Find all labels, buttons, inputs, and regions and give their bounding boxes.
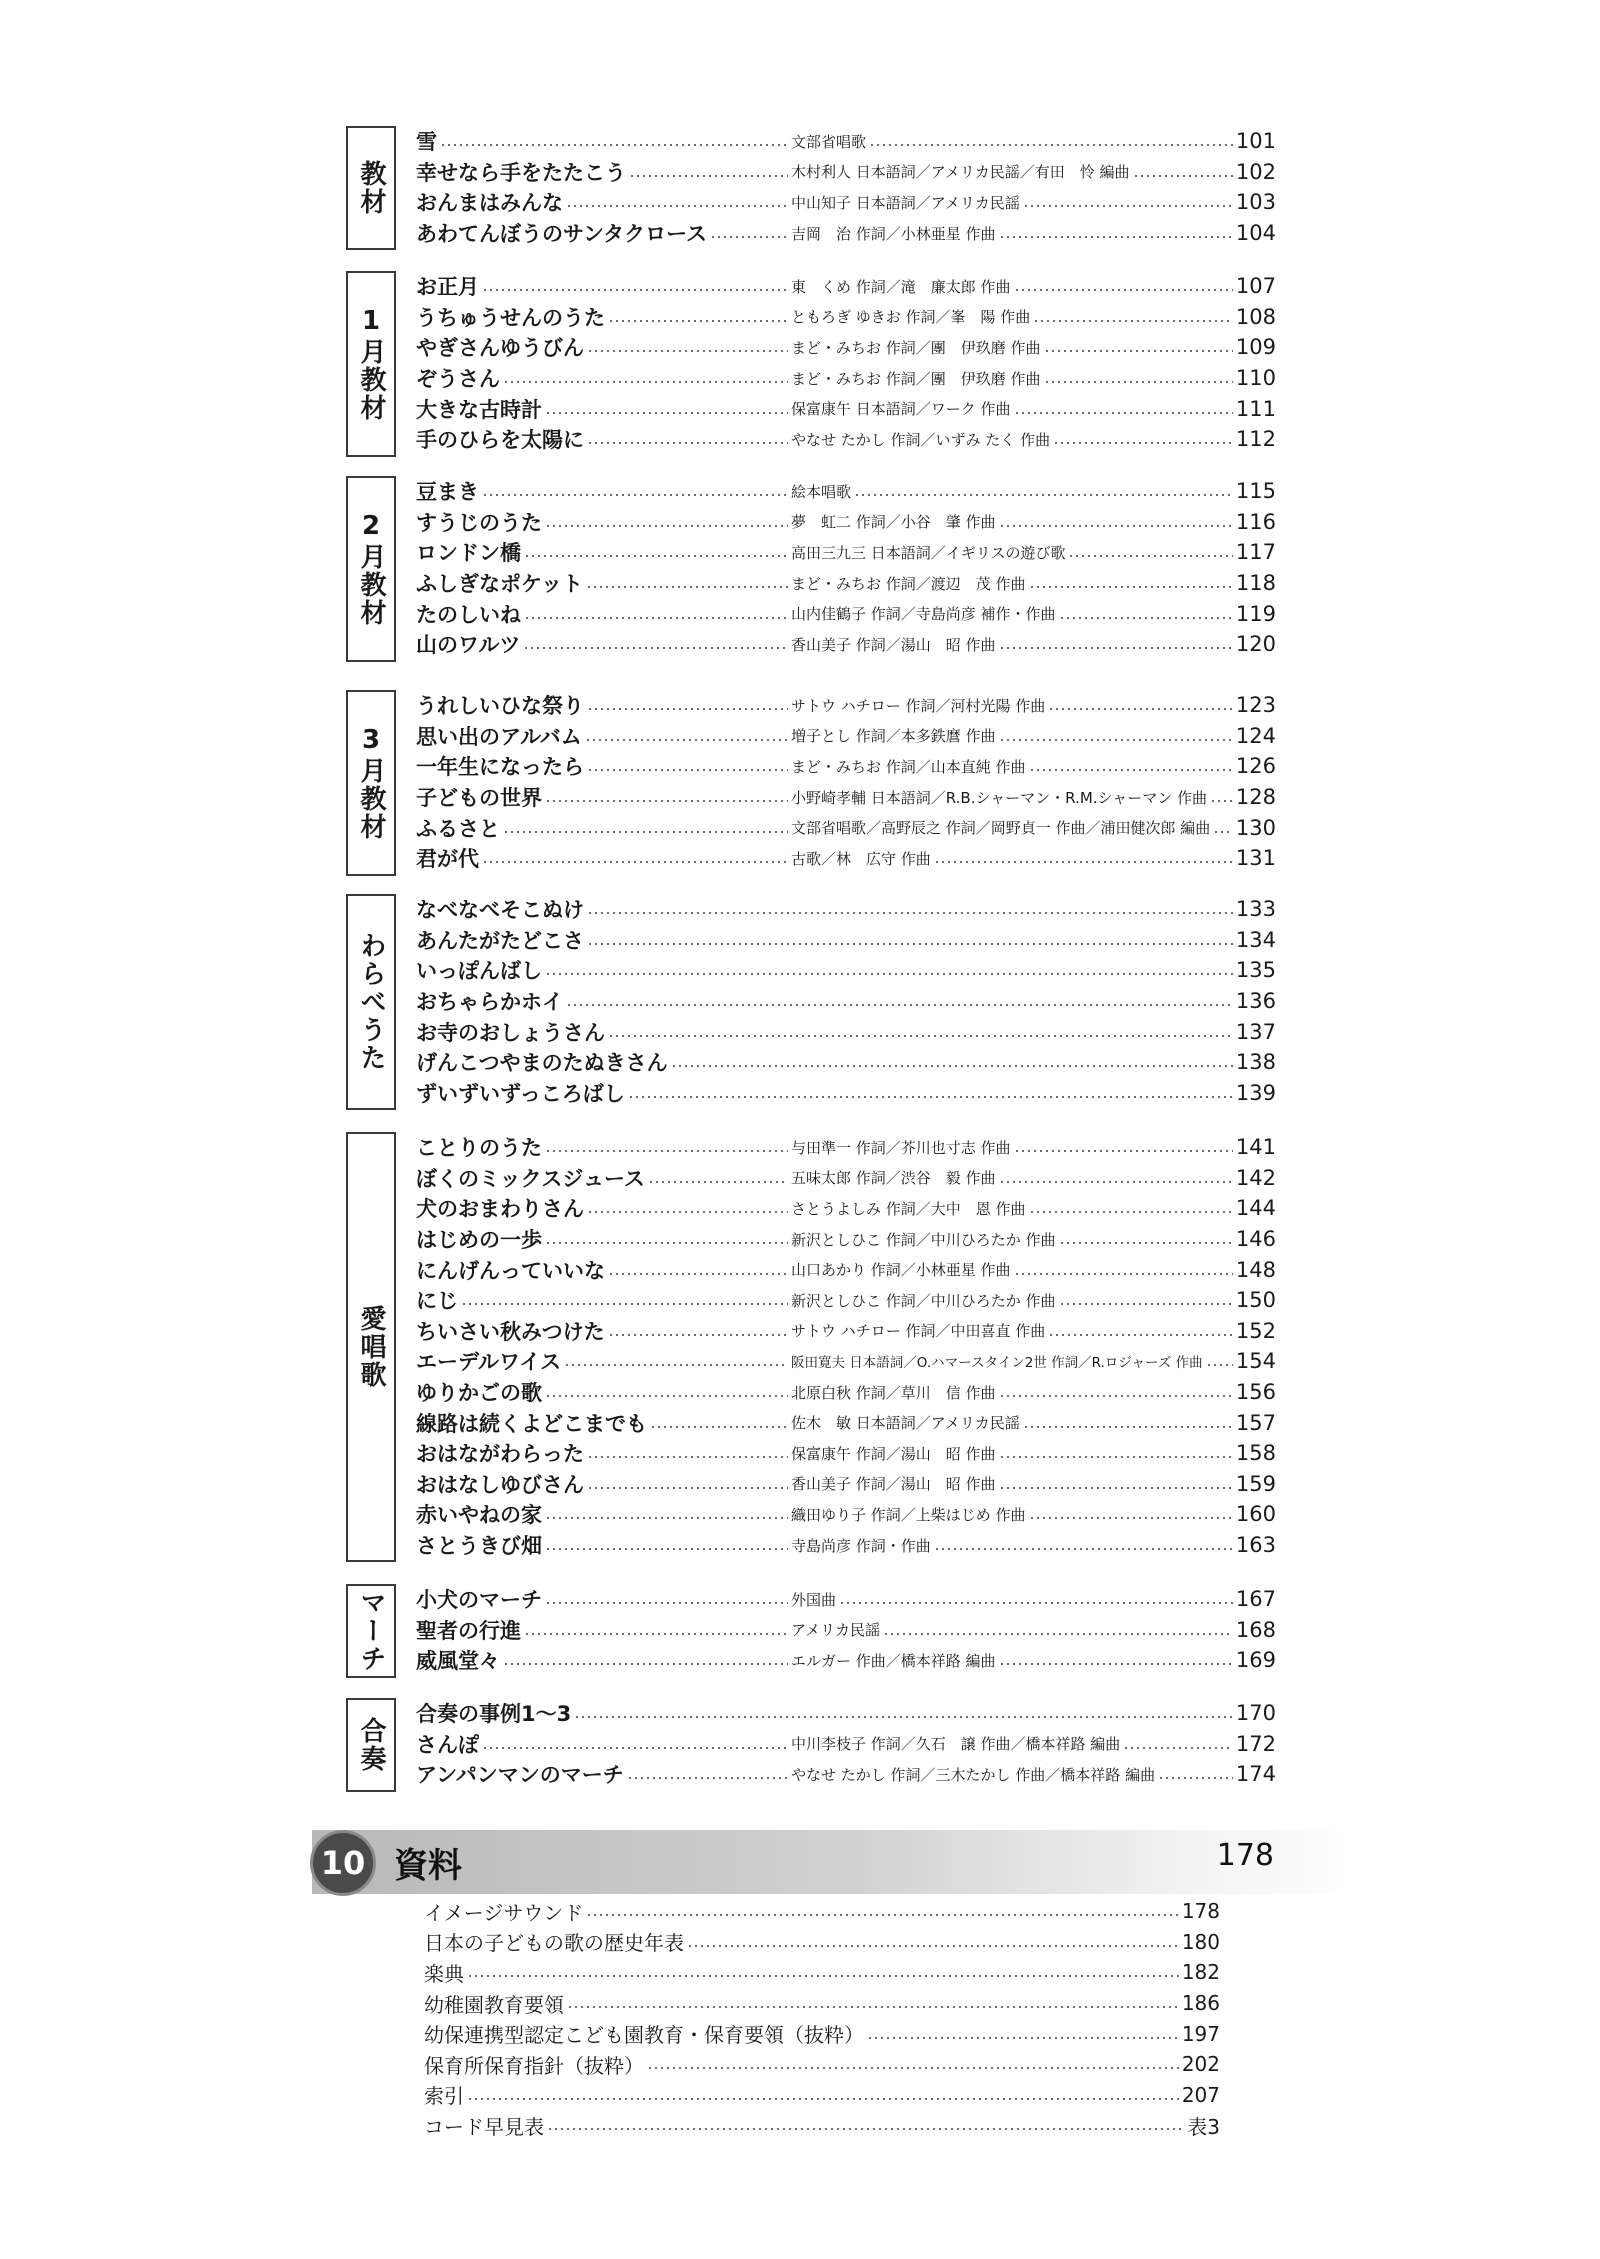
entry-title: 幼稚園教育要領	[424, 1992, 564, 2017]
toc-entry[interactable]	[416, 955, 1276, 986]
toc-entry[interactable]	[424, 1988, 1220, 2019]
entry-title: 聖者の行進	[416, 1618, 521, 1643]
entry-credit: 吉岡 治 作詞／小林亜星 作曲	[791, 224, 996, 243]
entry-title: ぼくのミックスジュース	[416, 1166, 645, 1191]
toc-entry[interactable]	[416, 1698, 1276, 1729]
entry-page: 142	[1235, 1165, 1276, 1190]
entry-page: 157	[1235, 1410, 1276, 1435]
toc-entry[interactable]	[416, 1078, 1276, 1109]
entry-page: 115	[1235, 479, 1276, 504]
entry-credit: サトウ ハチロー 作詞／河村光陽 作曲	[791, 696, 1046, 715]
entry-credit: 文部省唱歌	[791, 132, 867, 151]
group-entries	[416, 271, 1276, 455]
entry-title: アンパンマンのマーチ	[416, 1763, 624, 1788]
toc-entry[interactable]	[416, 1584, 1276, 1615]
entry-credit: 古歌／林 広守 作曲	[791, 849, 931, 868]
entry-credit: 小野崎孝輔 日本語詞／R.B.シャーマン・R.M.シャーマン 作曲	[791, 788, 1208, 807]
toc-entry[interactable]	[416, 1285, 1276, 1316]
entry-page: 128	[1235, 785, 1276, 810]
group-entries	[416, 126, 1276, 248]
toc-entry[interactable]	[416, 271, 1276, 302]
entry-title: すうじのうた	[416, 510, 542, 535]
toc-entry[interactable]	[416, 1499, 1276, 1530]
toc-entry[interactable]	[416, 1729, 1276, 1760]
appendix-list	[424, 1896, 1220, 2141]
entry-page: 110	[1235, 366, 1276, 391]
toc-entry[interactable]	[416, 751, 1276, 782]
toc-entry[interactable]	[416, 721, 1276, 752]
entry-title: 子どもの世界	[416, 786, 542, 811]
toc-entry[interactable]	[416, 843, 1276, 874]
entry-page: 144	[1235, 1196, 1276, 1221]
toc-entry[interactable]	[416, 1346, 1276, 1377]
entry-title: 雪	[416, 130, 437, 155]
entry-title: はじめの一歩	[416, 1228, 542, 1253]
entry-credit: 五味太郎 作詞／渋谷 毅 作曲	[791, 1169, 996, 1188]
entry-title: 幸せなら手をたたこう	[416, 160, 626, 185]
toc-entry[interactable]	[416, 1530, 1276, 1561]
toc-entry[interactable]	[416, 690, 1276, 721]
entry-page: 119	[1235, 601, 1276, 626]
section-title[interactable]: 資料	[394, 1846, 462, 1886]
entry-page: 133	[1235, 897, 1276, 922]
entry-page: 104	[1235, 221, 1276, 246]
entry-page: 118	[1235, 571, 1276, 596]
entry-title: おちゃらかホイ	[416, 990, 563, 1015]
entry-credit: 木村利人 日本語詞／アメリカ民謡／有田 怜 編曲	[791, 163, 1130, 182]
entry-title: 楽典	[424, 1961, 464, 1986]
entry-page: 178	[1181, 1899, 1220, 1924]
entry-title: 幼保連携型認定こども園教育・保育要領（抜粋）	[424, 2023, 864, 2048]
entry-credit: まど・みちお 作詞／山本直純 作曲	[791, 757, 1026, 776]
toc-entry[interactable]	[416, 986, 1276, 1017]
group-label: 愛唱歌	[356, 1305, 386, 1389]
entry-page: 174	[1235, 1762, 1276, 1787]
entry-credit: やなせ たかし 作詞／三木たかし 作曲／橋本祥路 編曲	[791, 1765, 1156, 1784]
entry-page: 207	[1181, 2082, 1220, 2107]
entry-title: げんこつやまのたぬきさん	[416, 1051, 668, 1076]
toc-entry[interactable]	[416, 1132, 1276, 1163]
entry-credit: まど・みちお 作詞／渡辺 茂 作曲	[791, 574, 1026, 593]
entry-credit: まど・みちお 作詞／團 伊玖磨 作曲	[791, 338, 1041, 357]
entry-title: 豆まき	[416, 480, 479, 505]
entry-title: 索引	[424, 2084, 464, 2109]
entry-title: 大きな古時計	[416, 397, 542, 422]
entry-title: ゆりかごの歌	[416, 1381, 542, 1406]
group-label: 教材	[356, 160, 386, 216]
toc-entry[interactable]	[416, 218, 1276, 249]
group-label: マーチ	[356, 1589, 386, 1673]
entry-title: お正月	[416, 275, 479, 300]
entry-page: 141	[1235, 1135, 1276, 1160]
entry-title: ずいずいずっころばし	[416, 1081, 625, 1106]
entry-page: 160	[1235, 1502, 1276, 1527]
entry-title: エーデルワイス	[416, 1350, 562, 1375]
toc-entry[interactable]	[416, 537, 1276, 568]
toc-entry[interactable]	[416, 332, 1276, 363]
entry-credit: 保富康午 日本語詞／ワーク 作曲	[791, 400, 1011, 419]
group-label: 合奏	[356, 1717, 386, 1773]
toc-entry[interactable]	[416, 363, 1276, 394]
entry-page: 186	[1181, 1991, 1220, 2016]
toc-entry[interactable]	[424, 2080, 1220, 2111]
entry-credit: 高田三九三 日本語詞／イギリスの遊び歌	[791, 543, 1066, 562]
entry-title: にじ	[416, 1289, 458, 1314]
toc-entry[interactable]	[416, 629, 1276, 660]
toc-entry[interactable]	[416, 424, 1276, 455]
entry-title: うれしいひな祭り	[416, 694, 584, 719]
toc-entry[interactable]	[416, 1163, 1276, 1194]
entry-title: ふるさと	[416, 816, 500, 841]
entry-title: 威風堂々	[416, 1649, 500, 1674]
entry-credit: 香山美子 作詞／湯山 昭 作曲	[791, 1475, 996, 1494]
entry-title: うちゅうせんのうた	[416, 305, 605, 330]
toc-group-warabeuta	[346, 894, 1276, 1110]
group-label: 1月教材	[356, 306, 386, 422]
entry-page: 152	[1235, 1318, 1276, 1343]
entry-page: 163	[1235, 1533, 1276, 1558]
entry-title: おんまはみんな	[416, 191, 563, 216]
entry-page: 120	[1235, 632, 1276, 657]
group-entries	[416, 1584, 1276, 1676]
entry-title: あわてんぼうのサンタクロース	[416, 222, 708, 247]
entry-title: コード早見表	[424, 2114, 544, 2139]
entry-page: 169	[1235, 1648, 1276, 1673]
toc-entry[interactable]	[416, 1469, 1276, 1500]
entry-title: にんげんっていいな	[416, 1258, 605, 1283]
entry-page: 130	[1235, 815, 1276, 840]
toc-group-march	[346, 690, 1276, 876]
entry-page: 172	[1235, 1731, 1276, 1756]
entry-title: 保育所保育指針（抜粋）	[424, 2053, 644, 2078]
group-entries	[416, 476, 1276, 660]
entry-page: 126	[1235, 754, 1276, 779]
entry-page: 117	[1235, 540, 1276, 565]
entry-page: 146	[1235, 1227, 1276, 1252]
entry-title: ちいさい秋みつけた	[416, 1319, 605, 1344]
entry-page: 109	[1235, 335, 1276, 360]
group-entries	[416, 1698, 1276, 1790]
entry-page: 134	[1235, 927, 1276, 952]
entry-credit: エルガー 作曲／橋本祥路 編曲	[791, 1651, 996, 1670]
toc-entry[interactable]	[416, 1407, 1276, 1438]
entry-page: 182	[1181, 1960, 1220, 1985]
entry-page: 156	[1235, 1380, 1276, 1405]
entry-credit: まど・みちお 作詞／團 伊玖磨 作曲	[791, 369, 1041, 388]
entry-title: 小犬のマーチ	[416, 1588, 542, 1613]
group-label: 3月教材	[356, 725, 386, 841]
toc-group-aishoka	[346, 1132, 1276, 1562]
entry-title: 線路は続くよどこまでも	[416, 1411, 647, 1436]
toc-entry[interactable]	[416, 782, 1276, 813]
entry-title: 一年生になったら	[416, 755, 584, 780]
entry-credit: 絵本唱歌	[791, 482, 852, 501]
entry-page: 136	[1235, 989, 1276, 1014]
entry-page: 135	[1235, 958, 1276, 983]
section-number-badge: 10	[310, 1830, 376, 1896]
entry-credit: 織田ゆり子 作詞／上柴はじめ 作曲	[791, 1505, 1026, 1524]
entry-credit: 新沢としひこ 作詞／中川ひろたか 作曲	[791, 1291, 1056, 1310]
entry-title: イメージサウンド	[424, 1900, 584, 1925]
entry-page: 116	[1235, 509, 1276, 534]
entry-credit: 文部省唱歌／高野辰之 作詞／岡野貞一 作曲／浦田健次郎 編曲	[791, 819, 1211, 838]
toc-entry[interactable]	[416, 812, 1276, 843]
toc-entry[interactable]	[416, 1377, 1276, 1408]
entry-page: 101	[1235, 129, 1276, 154]
toc-entry[interactable]	[424, 2110, 1220, 2141]
entry-page: 123	[1235, 693, 1276, 718]
toc-entry[interactable]	[416, 187, 1276, 218]
entry-credit: さとうよしみ 作詞／大中 恩 作曲	[791, 1199, 1026, 1218]
toc-group-february	[346, 476, 1276, 662]
entry-page: 197	[1181, 2021, 1220, 2046]
toc-entry[interactable]	[416, 1224, 1276, 1255]
entry-title: さとうきび畑	[416, 1534, 542, 1559]
group-label: わらべうた	[356, 932, 386, 1072]
entry-page: 131	[1235, 846, 1276, 871]
toc-entry[interactable]	[416, 1047, 1276, 1078]
entry-title: ふしぎなポケット	[416, 572, 583, 597]
entry-title: さんぽ	[416, 1732, 479, 1757]
toc-entry[interactable]	[416, 1759, 1276, 1790]
section-page: 178	[1216, 1838, 1274, 1873]
entry-credit: 新沢としひこ 作詞／中川ひろたか 作曲	[791, 1230, 1056, 1249]
entry-page: 124	[1235, 723, 1276, 748]
toc-entry[interactable]	[424, 2018, 1220, 2049]
entry-page: 167	[1235, 1587, 1276, 1612]
entry-credit: 保富康午 作詞／湯山 昭 作曲	[791, 1444, 996, 1463]
entry-credit: 東 くめ 作詞／滝 廉太郎 作曲	[791, 277, 1011, 296]
entry-credit: やなせ たかし 作詞／いずみ たく 作曲	[791, 430, 1051, 449]
toc-entry[interactable]	[416, 1254, 1276, 1285]
entry-page: 112	[1235, 427, 1276, 452]
entry-credit: ともろぎ ゆきお 作詞／峯 陽 作曲	[791, 308, 1031, 327]
entry-title: 日本の子どもの歌の歴史年表	[424, 1931, 684, 1956]
toc-entry[interactable]	[416, 1016, 1276, 1047]
entry-title: 手のひらを太陽に	[416, 428, 584, 453]
toc-group-march-songs	[346, 1584, 1276, 1678]
entry-title: いっぽんばし	[416, 959, 542, 984]
entry-title: 思い出のアルバム	[416, 724, 582, 749]
entry-credit: 夢 虹二 作詞／小谷 肇 作曲	[791, 513, 996, 532]
toc-entry[interactable]	[416, 1615, 1276, 1646]
toc-entry[interactable]	[416, 568, 1276, 599]
entry-credit: 香山美子 作詞／湯山 昭 作曲	[791, 635, 996, 654]
entry-page: 168	[1235, 1617, 1276, 1642]
entry-title: ロンドン橋	[416, 541, 521, 566]
entry-title: 赤いやねの家	[416, 1503, 542, 1528]
entry-credit: サトウ ハチロー 作詞／中田喜直 作曲	[791, 1322, 1046, 1341]
entry-title: なべなべそこぬけ	[416, 898, 584, 923]
toc-entry[interactable]	[416, 1193, 1276, 1224]
toc-entry[interactable]	[416, 476, 1276, 507]
entry-title: おはながわらった	[416, 1442, 584, 1467]
toc-group-ensemble	[346, 1698, 1276, 1792]
entry-page: 154	[1235, 1349, 1276, 1374]
entry-page: 102	[1235, 159, 1276, 184]
entry-credit: 外国曲	[791, 1590, 837, 1609]
entry-credit: 寺島尚彦 作詞・作曲	[791, 1536, 931, 1555]
toc-entry[interactable]	[424, 1896, 1220, 1927]
entry-title: ことりのうた	[416, 1136, 542, 1161]
entry-page: 150	[1235, 1288, 1276, 1313]
entry-credit: 阪田寛夫 日本語詞／O.ハマースタイン2世 作詞／R.ロジャーズ 作曲	[791, 1355, 1203, 1372]
toc-entry[interactable]	[416, 393, 1276, 424]
entry-page: 139	[1235, 1080, 1276, 1105]
toc-entry[interactable]	[416, 894, 1276, 925]
toc-entry[interactable]	[416, 1438, 1276, 1469]
entry-credit: 増子とし 作詞／本多鉄麿 作曲	[791, 727, 996, 746]
toc-entry[interactable]	[424, 2049, 1220, 2080]
entry-page: 180	[1181, 1929, 1220, 1954]
toc-group-kyozai	[346, 126, 1276, 250]
entry-title: あんたがたどこさ	[416, 928, 584, 953]
entry-credit: 中川李枝子 作詞／久石 譲 作曲／橋本祥路 編曲	[791, 1735, 1121, 1754]
entry-page: 202	[1181, 2052, 1220, 2077]
entry-credit: 山口あかり 作詞／小林亜星 作曲	[791, 1261, 1011, 1280]
entry-page: 138	[1235, 1050, 1276, 1075]
entry-title: お寺のおしょうさん	[416, 1020, 605, 1045]
group-entries	[416, 1132, 1276, 1560]
entry-title: 君が代	[416, 847, 479, 872]
entry-title: たのしいね	[416, 602, 521, 627]
toc-entry[interactable]	[416, 157, 1276, 188]
group-label: 2月教材	[356, 511, 386, 627]
entry-credit: 佐木 敏 日本語詞／アメリカ民謡	[791, 1414, 1020, 1433]
entry-page: 158	[1235, 1441, 1276, 1466]
toc-group-january	[346, 271, 1276, 457]
entry-page: 103	[1235, 190, 1276, 215]
entry-page: 159	[1235, 1471, 1276, 1496]
toc-entry[interactable]	[416, 1645, 1276, 1676]
entry-page: 137	[1235, 1019, 1276, 1044]
toc-entry[interactable]	[424, 1927, 1220, 1958]
entry-credit: アメリカ民謡	[791, 1621, 880, 1640]
toc-entry[interactable]	[416, 126, 1276, 157]
entry-page: 111	[1235, 396, 1276, 421]
entry-title: やぎさんゆうびん	[416, 336, 584, 361]
toc-entry[interactable]	[416, 598, 1276, 629]
entry-credit: 与田準一 作詞／芥川也寸志 作曲	[791, 1138, 1011, 1157]
toc-entry[interactable]	[416, 507, 1276, 538]
entry-title: おはなしゆびさん	[416, 1472, 584, 1497]
entry-credit: 山内佳鶴子 作詞／寺島尚彦 補作・作曲	[791, 605, 1056, 624]
entry-page: 表3	[1187, 2114, 1220, 2139]
entry-page: 107	[1235, 274, 1276, 299]
entry-credit: 北原白秋 作詞／草川 信 作曲	[791, 1383, 996, 1402]
group-entries	[416, 894, 1276, 1108]
group-entries	[416, 690, 1276, 874]
entry-title: ぞうさん	[416, 367, 500, 392]
entry-page: 108	[1235, 304, 1276, 329]
entry-credit: 中山知子 日本語詞／アメリカ民謡	[791, 193, 1020, 212]
entry-page: 170	[1235, 1701, 1276, 1726]
toc-entry[interactable]	[424, 1957, 1220, 1988]
entry-title: 山のワルツ	[416, 633, 521, 658]
entry-title: 犬のおまわりさん	[416, 1197, 584, 1222]
toc-entry[interactable]	[416, 1316, 1276, 1347]
toc-entry[interactable]	[416, 302, 1276, 333]
entry-page: 148	[1235, 1257, 1276, 1282]
entry-title: 合奏の事例1〜3	[416, 1702, 572, 1727]
toc-entry[interactable]	[416, 925, 1276, 956]
